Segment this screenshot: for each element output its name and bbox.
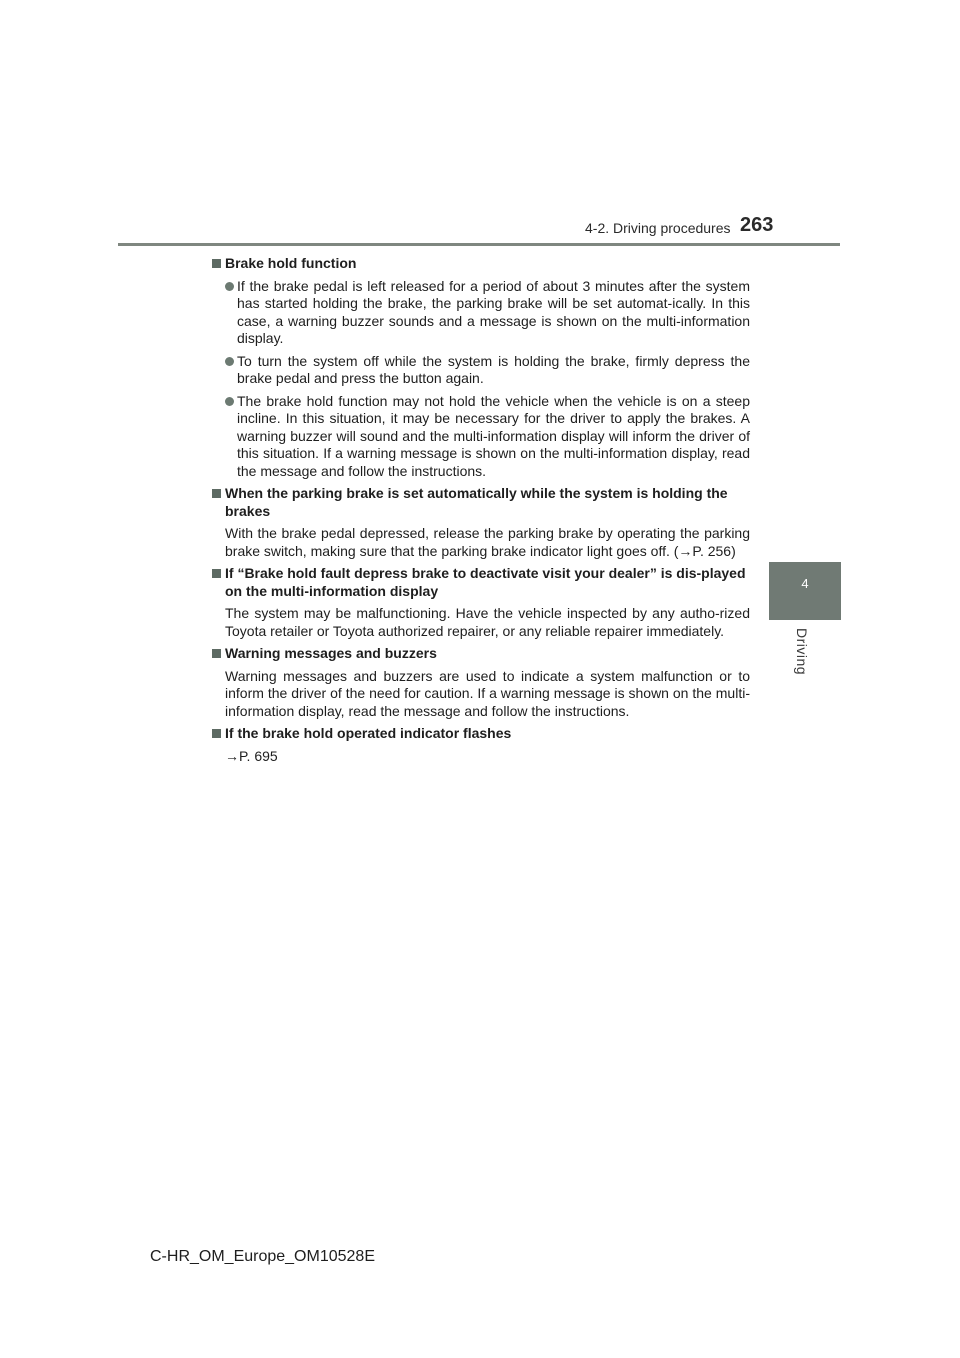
square-bullet-icon	[212, 259, 221, 268]
section-warnings	[212, 645, 750, 720]
section-body: With the brake pedal depressed, release the parking brake by operating the parking brake switch, making sure that the parking brake indicator light goes off. (→P. 256)	[225, 525, 750, 559]
section-brake-hold	[212, 255, 750, 480]
chapter-label: Driving	[794, 628, 810, 676]
section-body: The system may be malfunctioning. Have the vehicle inspected by any autho-rized Toyota retailer or Toyota authorized repairer, or any reliable repairer immediately.	[225, 605, 750, 639]
document-code: C-HR_OM_Europe_OM10528E	[150, 1248, 375, 1265]
list-item-text: To turn the system off while the system is holding the brake, firmly depress the brake pedal and press the button again.	[237, 352, 750, 386]
section-parking-auto	[212, 485, 750, 560]
chapter-tab	[769, 562, 841, 620]
heading-text: If the brake hold operated indicator flashes	[225, 725, 512, 741]
circle-bullet-icon	[225, 282, 234, 291]
square-bullet-icon	[212, 489, 221, 498]
heading-text: Warning messages and buzzers	[225, 645, 437, 661]
circle-bullet-icon	[225, 397, 234, 406]
section-indicator	[212, 725, 750, 765]
list-item	[212, 393, 750, 481]
list-item	[212, 353, 750, 388]
section-heading	[212, 645, 750, 663]
list-item-text: The brake hold function may not hold the vehicle when the vehicle is on a steep incline. In this situation, it may be necessary for the driver to apply the brakes. A warning buzzer will sound and the multi-information display will inform the driver of this situation. If a warning message is shown on the multi-information display, read the message and follow the instructions.	[237, 392, 750, 479]
heading-text: If “Brake hold fault depress brake to deactivate visit your dealer” is dis-played on the multi-information display	[225, 565, 746, 599]
section-heading	[212, 565, 750, 600]
chapter-number: 4	[801, 576, 809, 591]
section-heading	[212, 725, 750, 743]
page-reference: →P. 695	[225, 747, 278, 764]
section-heading	[212, 255, 750, 273]
square-bullet-icon	[212, 569, 221, 578]
heading-text: Brake hold function	[225, 255, 357, 271]
heading-text: When the parking brake is set automatically while the system is holding the brakes	[225, 485, 728, 519]
section-body: Warning messages and buzzers are used to indicate a system malfunction or to inform the driver of the need for caution. If a warning message is shown on the multi-information display, read the message and follow the instructions.	[225, 667, 750, 719]
page-number: 263	[740, 214, 774, 236]
main-content	[212, 255, 750, 770]
section-heading	[212, 485, 750, 520]
header-divider	[118, 243, 840, 246]
list-item-text: If the brake pedal is left released for a period of about 3 minutes after the system has started holding the brake, the parking brake will be set automat-ically. In this case, a warning buzzer sounds and a message is shown on the multi-information display.	[237, 277, 750, 346]
square-bullet-icon	[212, 729, 221, 738]
list-item	[212, 278, 750, 348]
section-fault	[212, 565, 750, 640]
section-title: 4-2. Driving procedures	[585, 220, 731, 236]
square-bullet-icon	[212, 649, 221, 658]
circle-bullet-icon	[225, 357, 234, 366]
